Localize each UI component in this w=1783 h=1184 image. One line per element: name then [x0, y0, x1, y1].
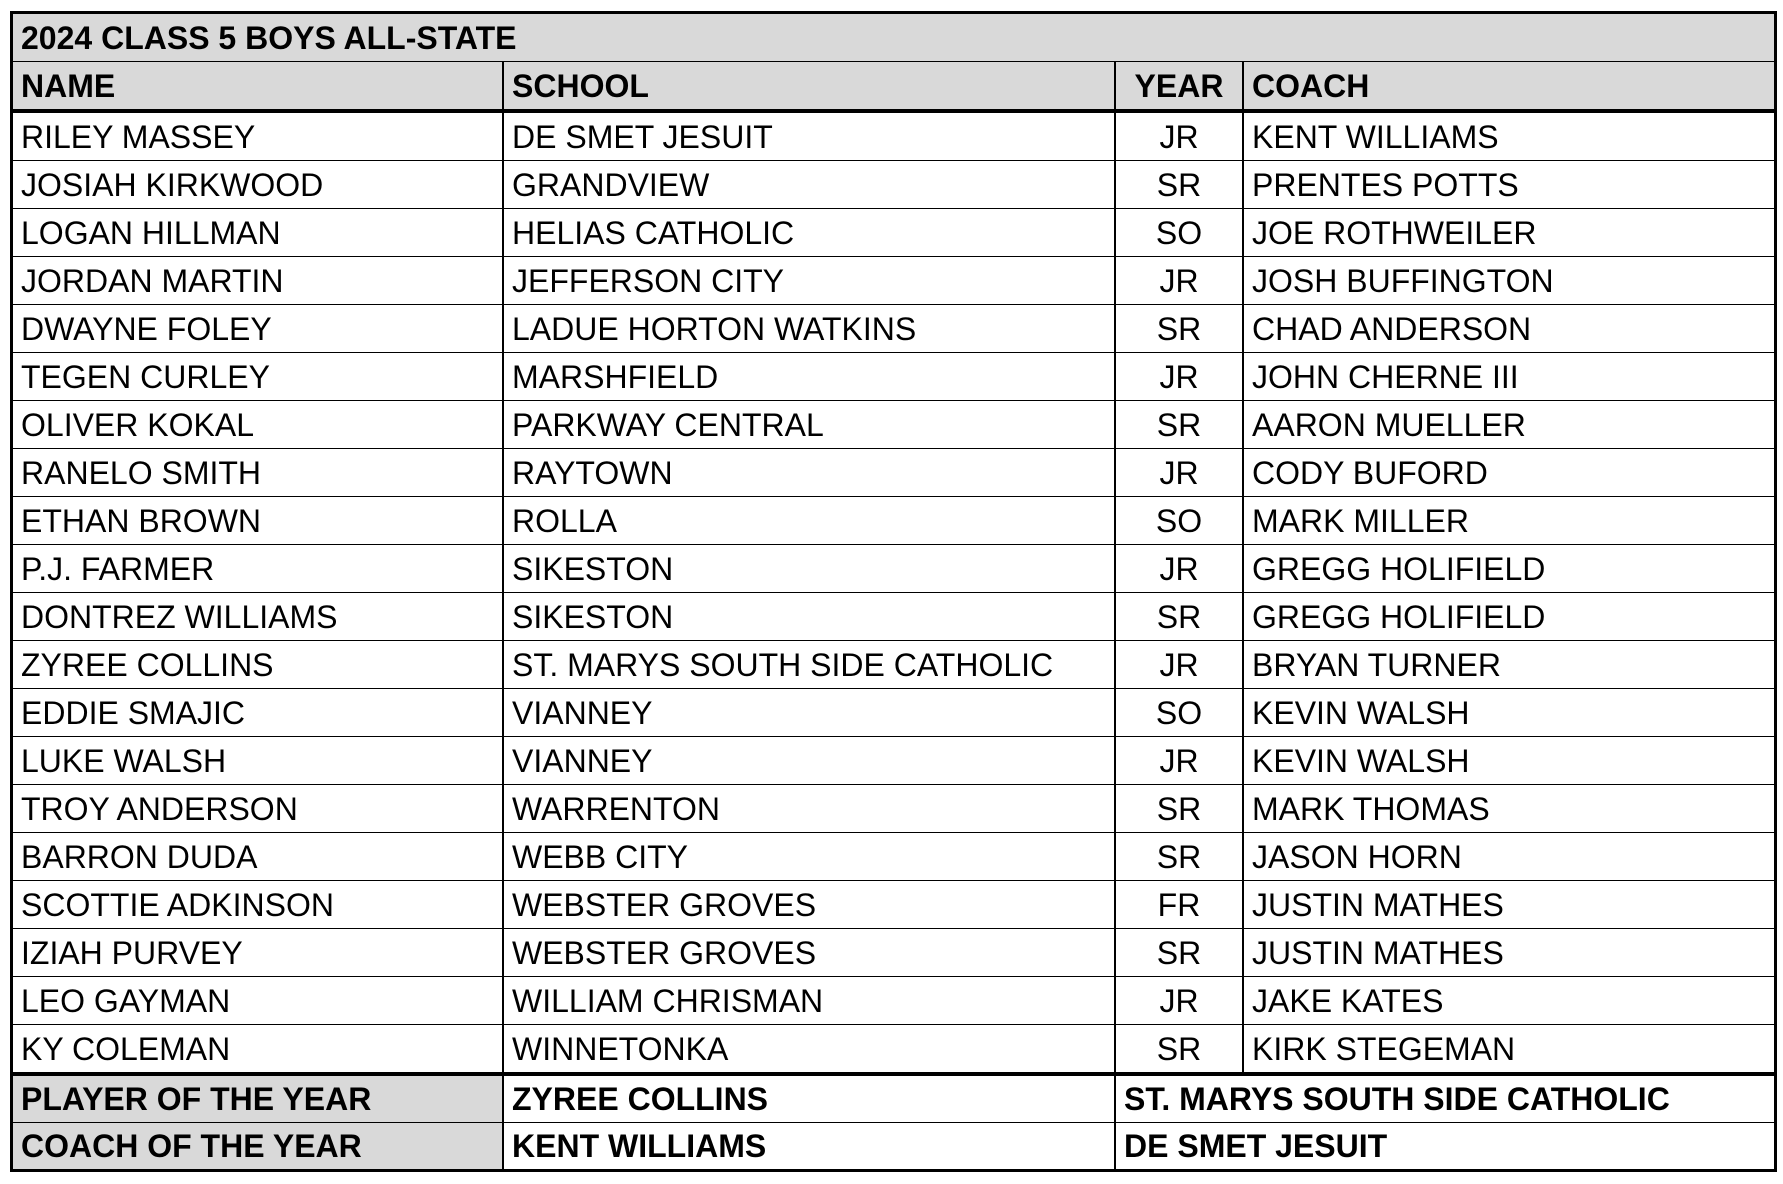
player-name-cell: RILEY MASSEY — [13, 111, 503, 161]
school-cell: ROLLA — [503, 497, 1115, 545]
coach-cell: PRENTES POTTS — [1243, 161, 1774, 209]
table-row — [13, 881, 1774, 929]
school-cell: WEBB CITY — [503, 833, 1115, 881]
school-cell: ST. MARYS SOUTH SIDE CATHOLIC — [503, 641, 1115, 689]
year-cell: JR — [1115, 257, 1243, 305]
player-name-cell: OLIVER KOKAL — [13, 401, 503, 449]
year-cell: SR — [1115, 929, 1243, 977]
player-name-cell: BARRON DUDA — [13, 833, 503, 881]
table-row — [13, 353, 1774, 401]
coach-cell: KEVIN WALSH — [1243, 737, 1774, 785]
award-row — [13, 1123, 1774, 1170]
coach-cell: CODY BUFORD — [1243, 449, 1774, 497]
coach-cell: JAKE KATES — [1243, 977, 1774, 1025]
coach-cell: JOSH BUFFINGTON — [1243, 257, 1774, 305]
player-name-cell: ZYREE COLLINS — [13, 641, 503, 689]
year-cell: SR — [1115, 833, 1243, 881]
coach-cell: GREGG HOLIFIELD — [1243, 593, 1774, 641]
coach-cell: BRYAN TURNER — [1243, 641, 1774, 689]
year-cell: JR — [1115, 111, 1243, 161]
year-cell: SR — [1115, 785, 1243, 833]
year-cell: SO — [1115, 497, 1243, 545]
player-name-cell: DWAYNE FOLEY — [13, 305, 503, 353]
table-row — [13, 209, 1774, 257]
school-cell: DE SMET JESUIT — [503, 111, 1115, 161]
table-row — [13, 257, 1774, 305]
table-row — [13, 401, 1774, 449]
coach-cell: GREGG HOLIFIELD — [1243, 545, 1774, 593]
player-name-cell: TEGEN CURLEY — [13, 353, 503, 401]
player-name-cell: LUKE WALSH — [13, 737, 503, 785]
school-cell: WEBSTER GROVES — [503, 929, 1115, 977]
sheet-title: 2024 CLASS 5 BOYS ALL-STATE — [13, 14, 1774, 62]
coach-cell: JUSTIN MATHES — [1243, 929, 1774, 977]
school-cell: JEFFERSON CITY — [503, 257, 1115, 305]
school-cell: RAYTOWN — [503, 449, 1115, 497]
all-state-sheet — [10, 11, 1777, 1172]
table-row — [13, 689, 1774, 737]
coach-cell: MARK THOMAS — [1243, 785, 1774, 833]
year-cell: JR — [1115, 641, 1243, 689]
year-cell: JR — [1115, 545, 1243, 593]
year-cell: SR — [1115, 305, 1243, 353]
coach-cell: KEVIN WALSH — [1243, 689, 1774, 737]
coach-cell: KENT WILLIAMS — [1243, 111, 1774, 161]
table-row — [13, 1025, 1774, 1073]
table-row — [13, 497, 1774, 545]
school-cell: VIANNEY — [503, 737, 1115, 785]
year-cell: JR — [1115, 737, 1243, 785]
column-header-school: SCHOOL — [503, 62, 1115, 112]
column-header-row — [13, 62, 1774, 112]
table-row — [13, 977, 1774, 1025]
year-cell: SO — [1115, 209, 1243, 257]
award-label: PLAYER OF THE YEAR — [13, 1074, 503, 1123]
table-row — [13, 593, 1774, 641]
player-name-cell: EDDIE SMAJIC — [13, 689, 503, 737]
year-cell: SR — [1115, 401, 1243, 449]
school-cell: WILLIAM CHRISMAN — [503, 977, 1115, 1025]
coach-cell: JOE ROTHWEILER — [1243, 209, 1774, 257]
coach-cell: MARK MILLER — [1243, 497, 1774, 545]
player-name-cell: P.J. FARMER — [13, 545, 503, 593]
player-name-cell: IZIAH PURVEY — [13, 929, 503, 977]
table-row — [13, 929, 1774, 977]
school-cell: LADUE HORTON WATKINS — [503, 305, 1115, 353]
table-row — [13, 305, 1774, 353]
school-cell: SIKESTON — [503, 545, 1115, 593]
table-row — [13, 449, 1774, 497]
year-cell: SO — [1115, 689, 1243, 737]
player-name-cell: RANELO SMITH — [13, 449, 503, 497]
award-winner: KENT WILLIAMS — [503, 1123, 1115, 1170]
table-row — [13, 161, 1774, 209]
coach-cell: KIRK STEGEMAN — [1243, 1025, 1774, 1073]
school-cell: WINNETONKA — [503, 1025, 1115, 1073]
player-name-cell: SCOTTIE ADKINSON — [13, 881, 503, 929]
player-name-cell: LOGAN HILLMAN — [13, 209, 503, 257]
table-row — [13, 737, 1774, 785]
player-name-cell: ETHAN BROWN — [13, 497, 503, 545]
roster-body — [13, 111, 1774, 1072]
column-header-name: NAME — [13, 62, 503, 112]
title-row — [13, 14, 1774, 62]
coach-cell: CHAD ANDERSON — [1243, 305, 1774, 353]
coach-cell: JASON HORN — [1243, 833, 1774, 881]
award-label: COACH OF THE YEAR — [13, 1123, 503, 1170]
coach-cell: JUSTIN MATHES — [1243, 881, 1774, 929]
table-row — [13, 641, 1774, 689]
school-cell: WARRENTON — [503, 785, 1115, 833]
school-cell: WEBSTER GROVES — [503, 881, 1115, 929]
award-school: ST. MARYS SOUTH SIDE CATHOLIC — [1115, 1074, 1774, 1123]
table-row — [13, 545, 1774, 593]
year-cell: SR — [1115, 1025, 1243, 1073]
award-school: DE SMET JESUIT — [1115, 1123, 1774, 1170]
award-row — [13, 1074, 1774, 1123]
coach-cell: AARON MUELLER — [1243, 401, 1774, 449]
player-name-cell: DONTREZ WILLIAMS — [13, 593, 503, 641]
year-cell: SR — [1115, 593, 1243, 641]
year-cell: SR — [1115, 161, 1243, 209]
awards-body — [13, 1074, 1774, 1169]
roster-table — [13, 14, 1774, 1072]
player-name-cell: JOSIAH KIRKWOOD — [13, 161, 503, 209]
coach-cell: JOHN CHERNE III — [1243, 353, 1774, 401]
school-cell: GRANDVIEW — [503, 161, 1115, 209]
column-header-year: YEAR — [1115, 62, 1243, 112]
table-row — [13, 785, 1774, 833]
table-row — [13, 111, 1774, 161]
school-cell: SIKESTON — [503, 593, 1115, 641]
player-name-cell: JORDAN MARTIN — [13, 257, 503, 305]
year-cell: JR — [1115, 353, 1243, 401]
player-name-cell: LEO GAYMAN — [13, 977, 503, 1025]
awards-table — [13, 1072, 1774, 1169]
school-cell: MARSHFIELD — [503, 353, 1115, 401]
award-winner: ZYREE COLLINS — [503, 1074, 1115, 1123]
player-name-cell: KY COLEMAN — [21, 1030, 231, 1067]
table-row — [13, 833, 1774, 881]
year-cell: JR — [1115, 977, 1243, 1025]
player-name-cell: TROY ANDERSON — [13, 785, 503, 833]
school-cell: PARKWAY CENTRAL — [503, 401, 1115, 449]
year-cell: JR — [1115, 449, 1243, 497]
year-cell: FR — [1115, 881, 1243, 929]
school-cell: HELIAS CATHOLIC — [503, 209, 1115, 257]
column-header-coach: COACH — [1243, 62, 1774, 112]
school-cell: VIANNEY — [503, 689, 1115, 737]
